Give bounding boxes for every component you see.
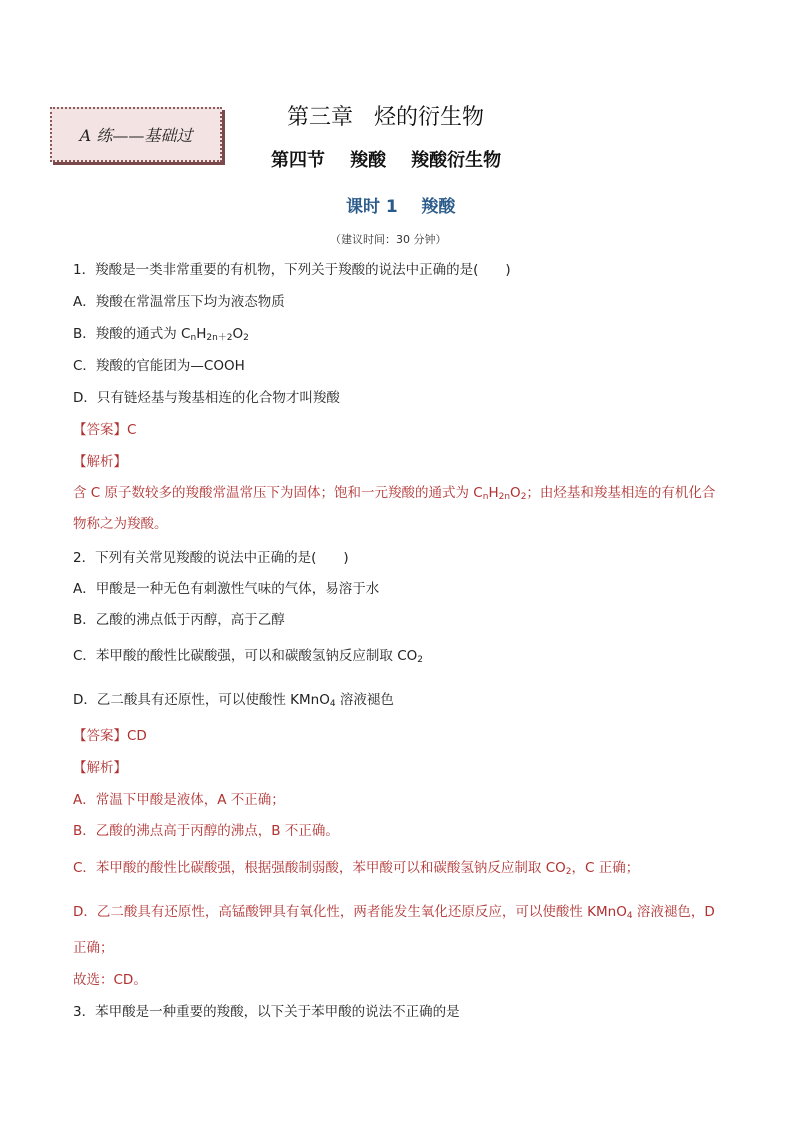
q2-stem: 2．下列有关常见羧酸的说法中正确的是( ) xyxy=(73,550,349,566)
section-title: 第四节 羧酸 羧酸衍生物 xyxy=(271,150,502,171)
q2-option-b: B．乙酸的沸点低于丙醇，高于乙醇 xyxy=(73,612,285,628)
q1-stem: 1．羧酸是一类非常重要的有机物，下列关于羧酸的说法中正确的是( ) xyxy=(73,262,511,278)
q2-analysis-d: D．乙二酸具有还原性，高锰酸钾具有氧化性，两者能发生氧化还原反应，可以使酸性 KMnO$_4$ 溶液褪色，D xyxy=(73,904,715,921)
q2-analysis-a: A．常温下甲酸是液体，A 不正确； xyxy=(73,792,285,808)
q1-option-d: D．只有链烃基与羧基相连的化合物才叫羧酸 xyxy=(73,390,340,406)
q2-analysis-b: B．乙酸的沸点高于丙醇的沸点，B 不正确。 xyxy=(73,823,339,839)
practice-level-badge xyxy=(50,107,222,162)
q3-stem: 3．苯甲酸是一种重要的羧酸，以下关于苯甲酸的说法不正确的是 xyxy=(73,1004,460,1020)
q2-option-d: D．乙二酸具有还原性，可以使酸性 KMnO$_4$ 溶液褪色 xyxy=(73,692,394,709)
q2-answer: 【答案】CD xyxy=(73,728,147,744)
q2-option-a: A．甲酸是一种无色有刺激性气味的气体，易溶于水 xyxy=(73,581,380,597)
q2-analysis-label: 【解析】 xyxy=(73,760,127,776)
suggested-time: （建议时间：30 分钟） xyxy=(330,233,447,246)
q1-analysis: 含 C 原子数较多的羧酸常温常压下为固体；饱和一元羧酸的通式为 $C_nH_{2n}O_2$；由烃基和羧基相连的有机化合 xyxy=(73,485,716,502)
q1-analysis-label: 【解析】 xyxy=(73,454,127,470)
q2-conclusion: 故选：CD。 xyxy=(73,972,147,988)
q1-option-b: B．羧酸的通式为 $C_nH_{2n+2}O_2$ xyxy=(73,326,249,343)
q1-analysis-cont: 物称之为羧酸。 xyxy=(73,516,168,532)
chapter-title: 第三章 烃的衍生物 xyxy=(287,105,484,130)
q1-answer: 【答案】C xyxy=(73,422,137,438)
badge-text: A 练——基础过 xyxy=(79,126,193,145)
q1-option-a: A．羧酸在常温常压下均为液态物质 xyxy=(73,294,285,310)
q2-analysis-d-cont: 正确； xyxy=(73,940,114,956)
q2-option-c: C．苯甲酸的酸性比碳酸强，可以和碳酸氢钠反应制取 $CO_2$ xyxy=(73,648,424,665)
q1-option-c: C．羧酸的官能团为—COOH xyxy=(73,358,245,374)
q2-analysis-c: C．苯甲酸的酸性比碳酸强，根据强酸制弱酸，苯甲酸可以和碳酸氢钠反应制取 $CO_2$，C 正确； xyxy=(73,860,640,877)
lesson-title: 课时 1 羧酸 xyxy=(346,197,456,217)
